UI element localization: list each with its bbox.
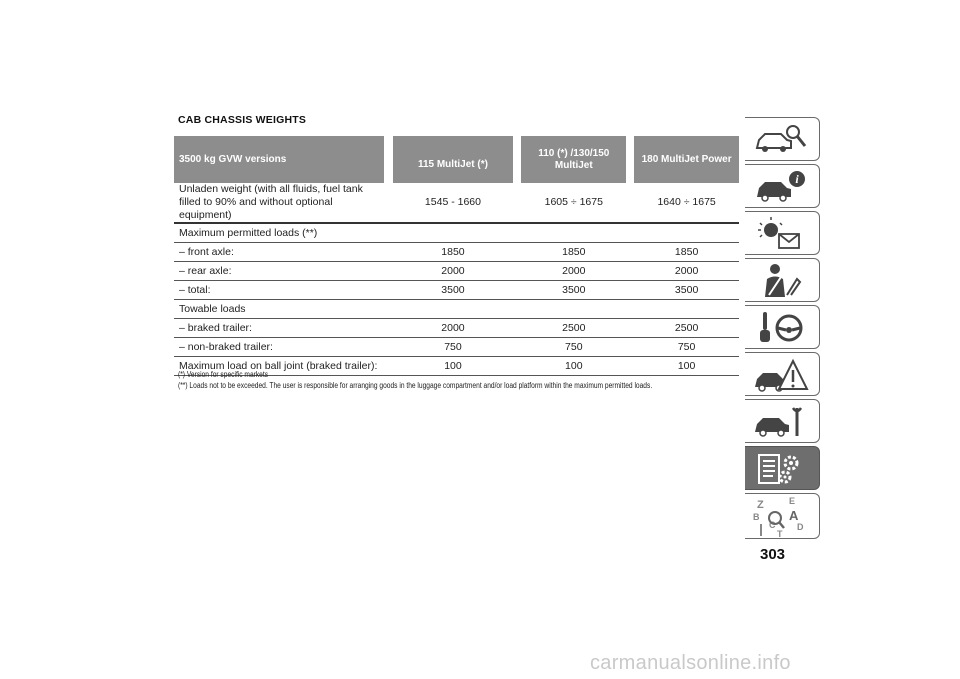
header-gvw-versions: 3500 kg GVW versions xyxy=(174,136,384,183)
row-label: – front axle: xyxy=(174,243,384,262)
row-value-110: 3500 xyxy=(521,281,626,300)
row-value-180: 750 xyxy=(634,338,739,357)
car-search-icon xyxy=(751,120,813,160)
index-letter: B xyxy=(753,512,760,522)
svg-text:i: i xyxy=(795,172,799,186)
index-letter: C xyxy=(769,520,776,530)
footnotes xyxy=(178,369,758,391)
index-letter: D xyxy=(797,522,804,532)
header-115-multijet: 115 MultiJet (*) xyxy=(393,136,514,183)
tab-warning-lights-messages[interactable] xyxy=(745,211,820,255)
index-letter: Z xyxy=(757,499,764,511)
header-110-line2: MultiJet xyxy=(554,159,593,171)
table-header-row xyxy=(174,136,739,183)
row-value-115: 3500 xyxy=(393,281,514,300)
row-value-110: 2500 xyxy=(521,319,626,338)
row-label: – rear axle: xyxy=(174,262,384,281)
row-value-180: 100 xyxy=(634,357,739,376)
row-value-180: 1850 xyxy=(634,243,739,262)
header-180-multijet-power: 180 MultiJet Power xyxy=(634,136,739,183)
row-label: – braked trailer: xyxy=(174,319,384,338)
footnote-specific-markets: (*) Version for specific markets xyxy=(178,370,269,379)
seatbelt-person-icon xyxy=(751,261,813,301)
row-label: Maximum load on ball joint (braked trailer): xyxy=(174,357,384,376)
row-value-180: 1640 ÷ 1675 xyxy=(634,183,739,223)
row-value-115: 1850 xyxy=(393,243,514,262)
table-row xyxy=(174,183,739,223)
tab-in-an-emergency[interactable] xyxy=(745,352,820,396)
tab-getting-to-know-vehicle[interactable] xyxy=(745,117,820,161)
header-110-130-150-multijet xyxy=(521,136,626,183)
footnote-max-loads: (**) Loads not to be exceeded. The user is responsible for arranging goods in the luggage compartment and/or load platform within the maximum permitted loads. xyxy=(178,381,653,390)
tab-safety[interactable] xyxy=(745,258,820,302)
car-info-icon xyxy=(751,167,813,207)
technical-data-icon xyxy=(751,449,813,489)
row-label: Maximum permitted loads (**) xyxy=(174,223,384,243)
row-value-180: 3500 xyxy=(634,281,739,300)
page-number: 303 xyxy=(760,546,786,563)
row-value-115: 2000 xyxy=(393,319,514,338)
section-title: CAB CHASSIS WEIGHTS xyxy=(178,114,307,126)
index-letter: E xyxy=(789,496,796,506)
row-label: – total: xyxy=(174,281,384,300)
table-row xyxy=(174,223,739,243)
header-110-line1: 110 (*) /130/150 xyxy=(538,147,610,159)
table-row xyxy=(174,281,739,300)
row-label: – non-braked trailer: xyxy=(174,338,384,357)
watermark: carmanualsonline.info xyxy=(590,652,791,674)
row-value-180: 2500 xyxy=(634,319,739,338)
tab-knowing-instrument-panel[interactable] xyxy=(745,164,820,208)
warning-light-icon xyxy=(751,214,813,254)
row-label: Towable loads xyxy=(174,300,384,319)
row-value-180: 2000 xyxy=(634,262,739,281)
table-row xyxy=(174,338,739,357)
car-warning-icon xyxy=(751,355,813,395)
row-value-115: 2000 xyxy=(393,262,514,281)
car-wrench-icon xyxy=(751,402,813,442)
row-value-110: 750 xyxy=(521,338,626,357)
row-value-115: 100 xyxy=(393,357,514,376)
table-row xyxy=(174,243,739,262)
table-row xyxy=(174,262,739,281)
steering-wheel-icon xyxy=(751,308,813,348)
row-value-115: 1545 - 1660 xyxy=(393,183,514,223)
tab-servicing-care[interactable] xyxy=(745,399,820,443)
alphabetical-index-icon xyxy=(751,496,813,538)
row-label: Unladen weight (with all fluids, fuel tank filled to 90% and without optional equipment) xyxy=(174,183,384,223)
tab-index[interactable] xyxy=(745,493,820,539)
tab-starting-driving[interactable] xyxy=(745,305,820,349)
index-letter: A xyxy=(789,508,799,523)
table-row xyxy=(174,300,739,319)
row-value-110: 100 xyxy=(521,357,626,376)
weights-table xyxy=(174,136,739,376)
index-letter: T xyxy=(777,529,783,538)
tab-technical-specifications[interactable] xyxy=(745,446,820,490)
row-value-115: 750 xyxy=(393,338,514,357)
row-value-110: 1850 xyxy=(521,243,626,262)
row-value-110: 1605 ÷ 1675 xyxy=(521,183,626,223)
table-row xyxy=(174,319,739,338)
row-value-110: 2000 xyxy=(521,262,626,281)
